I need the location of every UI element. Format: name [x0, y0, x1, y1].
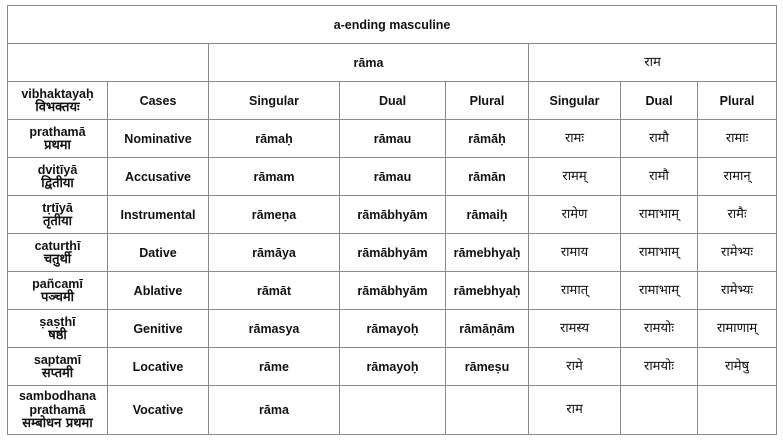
devanagari-plural-header: Plural [698, 82, 777, 120]
table-row [8, 234, 777, 272]
roman-singular: rāmāya [209, 234, 340, 272]
devanagari-plural: रामेभ्यः [698, 272, 777, 310]
roman-dual: rāmayoḥ [340, 310, 446, 348]
cases-header: Cases [108, 82, 209, 120]
roman-plural: rāmebhyaḥ [446, 234, 529, 272]
vibhakti-devanagari: षष्ठी [48, 327, 67, 343]
group-devanagari-header: राम [529, 44, 777, 82]
roman-dual: rāmau [340, 158, 446, 196]
devanagari-plural: रामान् [698, 158, 777, 196]
vibhakti-cell [8, 348, 108, 386]
vibhakti-header-roman: vibhaktayaḥ [21, 86, 94, 101]
devanagari-dual: रामाभाम् [621, 234, 698, 272]
vibhakti-roman: prathamā [29, 124, 86, 139]
case-name: Genitive [108, 310, 209, 348]
vibhakti-header [8, 82, 108, 120]
vibhakti-roman: ṣaṣṭhī [39, 314, 76, 329]
vibhakti-roman: caturthī [34, 238, 81, 253]
devanagari-dual: रामाभाम् [621, 196, 698, 234]
roman-plural: rāmeṣu [446, 348, 529, 386]
table-row [8, 272, 777, 310]
devanagari-plural: रामेषु [698, 348, 777, 386]
vibhakti-devanagari: द्वितीया [41, 175, 74, 191]
vibhakti-roman: pañcamī [32, 276, 83, 291]
roman-plural: rāmān [446, 158, 529, 196]
declension-table-wrapper [7, 5, 777, 435]
table-row [8, 196, 777, 234]
vibhakti-roman: sambodhana [18, 389, 97, 403]
vibhakti-devanagari: पञ्चमी [40, 289, 75, 305]
table-title: a-ending masculine [8, 6, 777, 44]
group-row [8, 44, 777, 82]
devanagari-singular: रामाय [529, 234, 621, 272]
devanagari-dual [621, 386, 698, 435]
devanagari-plural [698, 386, 777, 435]
roman-dual-header: Dual [340, 82, 446, 120]
vibhakti-devanagari: चतुर्थी [43, 251, 72, 267]
vibhakti-cell [8, 272, 108, 310]
vibhakti-cell [8, 386, 108, 435]
table-row [8, 348, 777, 386]
devanagari-singular: रामेण [529, 196, 621, 234]
devanagari-dual-header: Dual [621, 82, 698, 120]
roman-singular: rāmeṇa [209, 196, 340, 234]
devanagari-plural: रामाः [698, 120, 777, 158]
devanagari-singular: राम [529, 386, 621, 435]
devanagari-dual: रामयोः [621, 310, 698, 348]
devanagari-dual: रामयोः [621, 348, 698, 386]
vibhakti-devanagari: सप्तमी [41, 365, 74, 381]
declension-table [7, 5, 777, 435]
vibhakti-devanagari: तृतीया [42, 213, 73, 229]
roman-plural [446, 386, 529, 435]
roman-singular: rāme [209, 348, 340, 386]
table-row [8, 158, 777, 196]
devanagari-plural: रामेभ्यः [698, 234, 777, 272]
title-row [8, 6, 777, 44]
devanagari-plural: रामाणाम् [698, 310, 777, 348]
vibhakti-devanagari: सम्बोधन प्रथमा [22, 416, 93, 431]
roman-plural-header: Plural [446, 82, 529, 120]
roman-singular: rāmasya [209, 310, 340, 348]
case-name: Instrumental [108, 196, 209, 234]
devanagari-plural: रामैः [698, 196, 777, 234]
roman-plural: rāmāḥ [446, 120, 529, 158]
roman-dual: rāmau [340, 120, 446, 158]
case-name: Locative [108, 348, 209, 386]
devanagari-singular: रामात् [529, 272, 621, 310]
roman-dual: rāmayoḥ [340, 348, 446, 386]
devanagari-dual: रामाभाम् [621, 272, 698, 310]
devanagari-singular-header: Singular [529, 82, 621, 120]
vibhakti-cell [8, 196, 108, 234]
vibhakti-roman-2: prathamā [29, 403, 86, 417]
devanagari-singular: रामे [529, 348, 621, 386]
case-name: Vocative [108, 386, 209, 435]
table-row [8, 120, 777, 158]
roman-dual [340, 386, 446, 435]
column-header-row [8, 82, 777, 120]
roman-dual: rāmābhyām [340, 272, 446, 310]
roman-singular: rāma [209, 386, 340, 435]
vibhakti-roman: dvitīyā [37, 162, 78, 177]
roman-dual: rāmābhyām [340, 234, 446, 272]
devanagari-singular: रामः [529, 120, 621, 158]
vibhakti-cell [8, 158, 108, 196]
case-name: Ablative [108, 272, 209, 310]
table-row [8, 310, 777, 348]
vibhakti-cell [8, 310, 108, 348]
roman-plural: rāmaiḥ [446, 196, 529, 234]
vibhakti-cell [8, 120, 108, 158]
devanagari-dual: रामौ [621, 158, 698, 196]
roman-singular: rāmaḥ [209, 120, 340, 158]
devanagari-singular: रामम् [529, 158, 621, 196]
devanagari-singular: रामस्य [529, 310, 621, 348]
vibhakti-roman: saptamī [33, 352, 82, 367]
case-name: Accusative [108, 158, 209, 196]
roman-singular: rāmāt [209, 272, 340, 310]
vibhakti-devanagari: प्रथमा [44, 137, 71, 153]
roman-plural: rāmebhyaḥ [446, 272, 529, 310]
table-row-vocative [8, 386, 777, 435]
roman-plural: rāmāṇām [446, 310, 529, 348]
vibhakti-roman: tṛtīyā [42, 200, 73, 215]
roman-singular-header: Singular [209, 82, 340, 120]
devanagari-dual: रामौ [621, 120, 698, 158]
case-name: Nominative [108, 120, 209, 158]
vibhakti-cell [8, 234, 108, 272]
roman-dual: rāmābhyām [340, 196, 446, 234]
case-name: Dative [108, 234, 209, 272]
roman-singular: rāmam [209, 158, 340, 196]
group-blank-cell [8, 44, 209, 82]
vibhakti-header-devanagari: विभक्तयः [35, 99, 80, 115]
group-roman-header: rāma [209, 44, 529, 82]
